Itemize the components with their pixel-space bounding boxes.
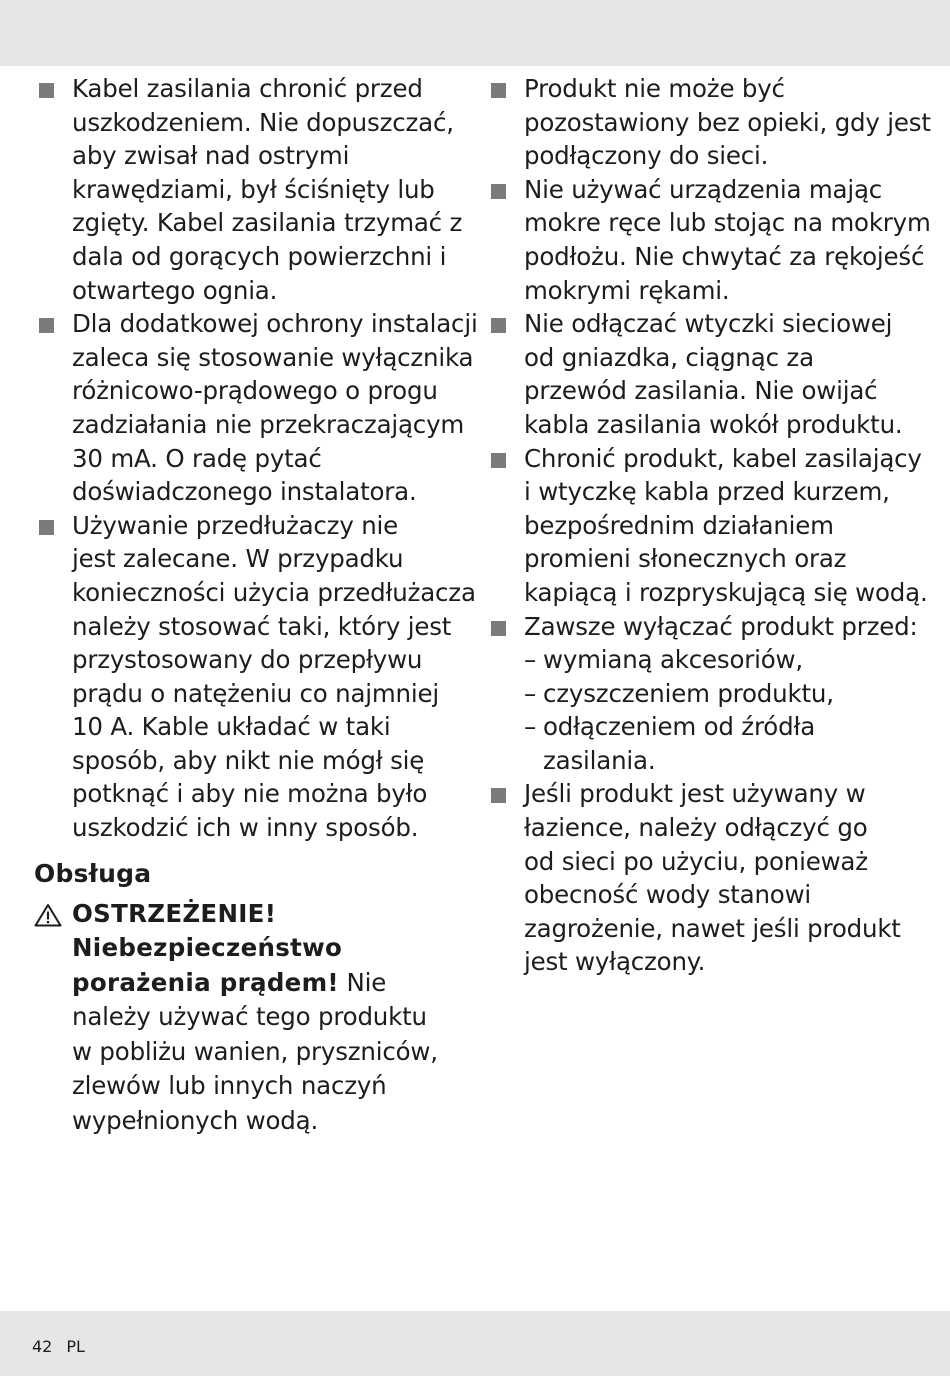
list-item bbox=[486, 72, 931, 173]
text-line: zlewów lub innych naczyń bbox=[72, 1071, 387, 1101]
square-bullet-icon bbox=[491, 788, 506, 803]
text-line: w pobliżu wanien, pryszniców, bbox=[72, 1036, 438, 1066]
text-line: Chronić produkt, kabel zasilający bbox=[524, 443, 922, 473]
dash-list-item bbox=[524, 677, 926, 711]
text-line: dala od gorących powierzchni i bbox=[72, 241, 447, 271]
text-line: podłożu. Nie chwytać za rękojeść bbox=[524, 241, 925, 271]
text-line: zasilania. bbox=[543, 745, 656, 775]
text-line: jest zalecane. W przypadku bbox=[72, 544, 404, 574]
text-line: 10 A. Kable układać w taki bbox=[72, 712, 391, 742]
text-line: wypełnionych wodą. bbox=[72, 1105, 319, 1135]
list-item bbox=[486, 610, 926, 778]
dash-bullet: – bbox=[524, 712, 537, 742]
square-bullet-icon bbox=[491, 318, 506, 333]
list-item bbox=[486, 307, 926, 441]
square-bullet-icon bbox=[491, 184, 506, 199]
text-line: przystosowany do przepływu bbox=[72, 645, 423, 675]
dash-list-item bbox=[524, 710, 926, 777]
text-line: pozostawiony bez opieki, gdy jest bbox=[524, 107, 931, 137]
text-line: Jeśli produkt jest używany w bbox=[524, 779, 866, 809]
square-bullet-icon bbox=[39, 520, 54, 535]
warning-inline-text: Nie bbox=[338, 967, 387, 997]
text-line: Nie używać urządzenia mając bbox=[524, 174, 883, 204]
dash-bullet: – bbox=[524, 678, 537, 708]
text-line: Produkt nie może być bbox=[524, 74, 785, 103]
text-line: czyszczeniem produktu, bbox=[543, 678, 834, 708]
text-line: Nie odłączać wtyczki sieciowej bbox=[524, 309, 893, 339]
square-bullet-icon bbox=[491, 83, 506, 98]
text-line: łazience, należy odłączyć go bbox=[524, 813, 868, 843]
warning-subtitle: Niebezpieczeństwo bbox=[72, 933, 343, 963]
text-line: mokrymi rękami. bbox=[524, 275, 730, 305]
list-item bbox=[34, 509, 476, 845]
text-line: potknąć i aby nie można było bbox=[72, 779, 428, 809]
list-item bbox=[34, 307, 478, 509]
section-heading: Obsługa bbox=[34, 858, 152, 888]
text-line: uszkodzeniem. Nie dopuszczać, bbox=[72, 107, 454, 137]
text-line: należy stosować taki, który jest bbox=[72, 611, 452, 641]
text-line: Dla dodatkowej ochrony instalacji bbox=[72, 309, 478, 339]
text-line: i wtyczkę kabla przed kurzem, bbox=[524, 477, 890, 507]
text-line bbox=[72, 966, 466, 1001]
text-line: doświadczonego instalatora. bbox=[72, 477, 417, 507]
text-line: konieczności użycia przedłużacza bbox=[72, 577, 476, 607]
square-bullet-icon bbox=[491, 453, 506, 468]
text-line: zaleca się stosowanie wyłącznika bbox=[72, 342, 474, 372]
text-line: Zawsze wyłączać produkt przed: bbox=[524, 611, 918, 641]
text-line: zgięty. Kabel zasilania trzymać z bbox=[72, 208, 463, 238]
square-bullet-icon bbox=[39, 318, 54, 333]
text-line: sposób, aby nikt nie mógł się bbox=[72, 745, 425, 775]
list-item bbox=[486, 777, 926, 979]
right-column bbox=[486, 72, 931, 979]
text-line: zagrożenie, nawet jeśli produkt bbox=[524, 913, 901, 943]
text-line: krawędziami, był ściśnięty lub bbox=[72, 174, 435, 204]
text-line: podłączony do sieci. bbox=[524, 141, 769, 171]
dash-bullet: – bbox=[524, 645, 537, 675]
text-line: mokre ręce lub stojąc na mokrym bbox=[524, 208, 931, 238]
warning-triangle-icon bbox=[34, 903, 62, 927]
text-line: wymianą akcesoriów, bbox=[543, 645, 803, 675]
list-item bbox=[34, 72, 466, 307]
text-line: zadziałania nie przekraczającym bbox=[72, 409, 465, 439]
text-line: obecność wody stanowi bbox=[524, 880, 812, 910]
text-line: Kabel zasilania chronić przed bbox=[72, 74, 423, 103]
text-line: otwartego ognia. bbox=[72, 275, 278, 305]
text-line: kapiącą i rozpryskującą się wodą. bbox=[524, 577, 928, 607]
text-line: promieni słonecznych oraz bbox=[524, 544, 847, 574]
list-item bbox=[486, 442, 926, 610]
text-line: bezpośrednim działaniem bbox=[524, 510, 834, 540]
footer bbox=[32, 1337, 99, 1356]
text-line: należy używać tego produktu bbox=[72, 1002, 427, 1032]
text-line: różnicowo-prądowego o progu bbox=[72, 376, 438, 406]
dash-list-item bbox=[524, 643, 926, 677]
footer-bar bbox=[0, 1311, 950, 1376]
language-code: PL bbox=[66, 1337, 85, 1356]
text-line: od sieci po użyciu, ponieważ bbox=[524, 846, 868, 876]
header-bar bbox=[0, 0, 950, 66]
warning-title: OSTRZEŻENIE! bbox=[72, 898, 277, 928]
text-line: aby zwisał nad ostrymi bbox=[72, 141, 350, 171]
list-item bbox=[486, 173, 931, 307]
text-line: od gniazdka, ciągnąc za bbox=[524, 342, 814, 372]
text-line: prądu o natężeniu co najmniej bbox=[72, 678, 439, 708]
square-bullet-icon bbox=[491, 621, 506, 636]
text-line: 30 mA. O radę pytać bbox=[72, 443, 322, 473]
left-column bbox=[34, 72, 478, 1138]
text-line: przewód zasilania. Nie owijać bbox=[524, 376, 878, 406]
warning-block bbox=[34, 897, 466, 1139]
warning-subtitle: porażenia prądem! bbox=[72, 967, 339, 997]
square-bullet-icon bbox=[39, 83, 54, 98]
text-line: uszkodzić ich w inny sposób. bbox=[72, 813, 419, 843]
page-number: 42 bbox=[32, 1337, 53, 1356]
text-line: kabla zasilania wokół produktu. bbox=[524, 409, 903, 439]
text-line: odłączeniem od źródła bbox=[543, 712, 816, 742]
text-line: jest wyłączony. bbox=[524, 947, 706, 977]
text-line: Używanie przedłużaczy nie bbox=[72, 510, 399, 540]
